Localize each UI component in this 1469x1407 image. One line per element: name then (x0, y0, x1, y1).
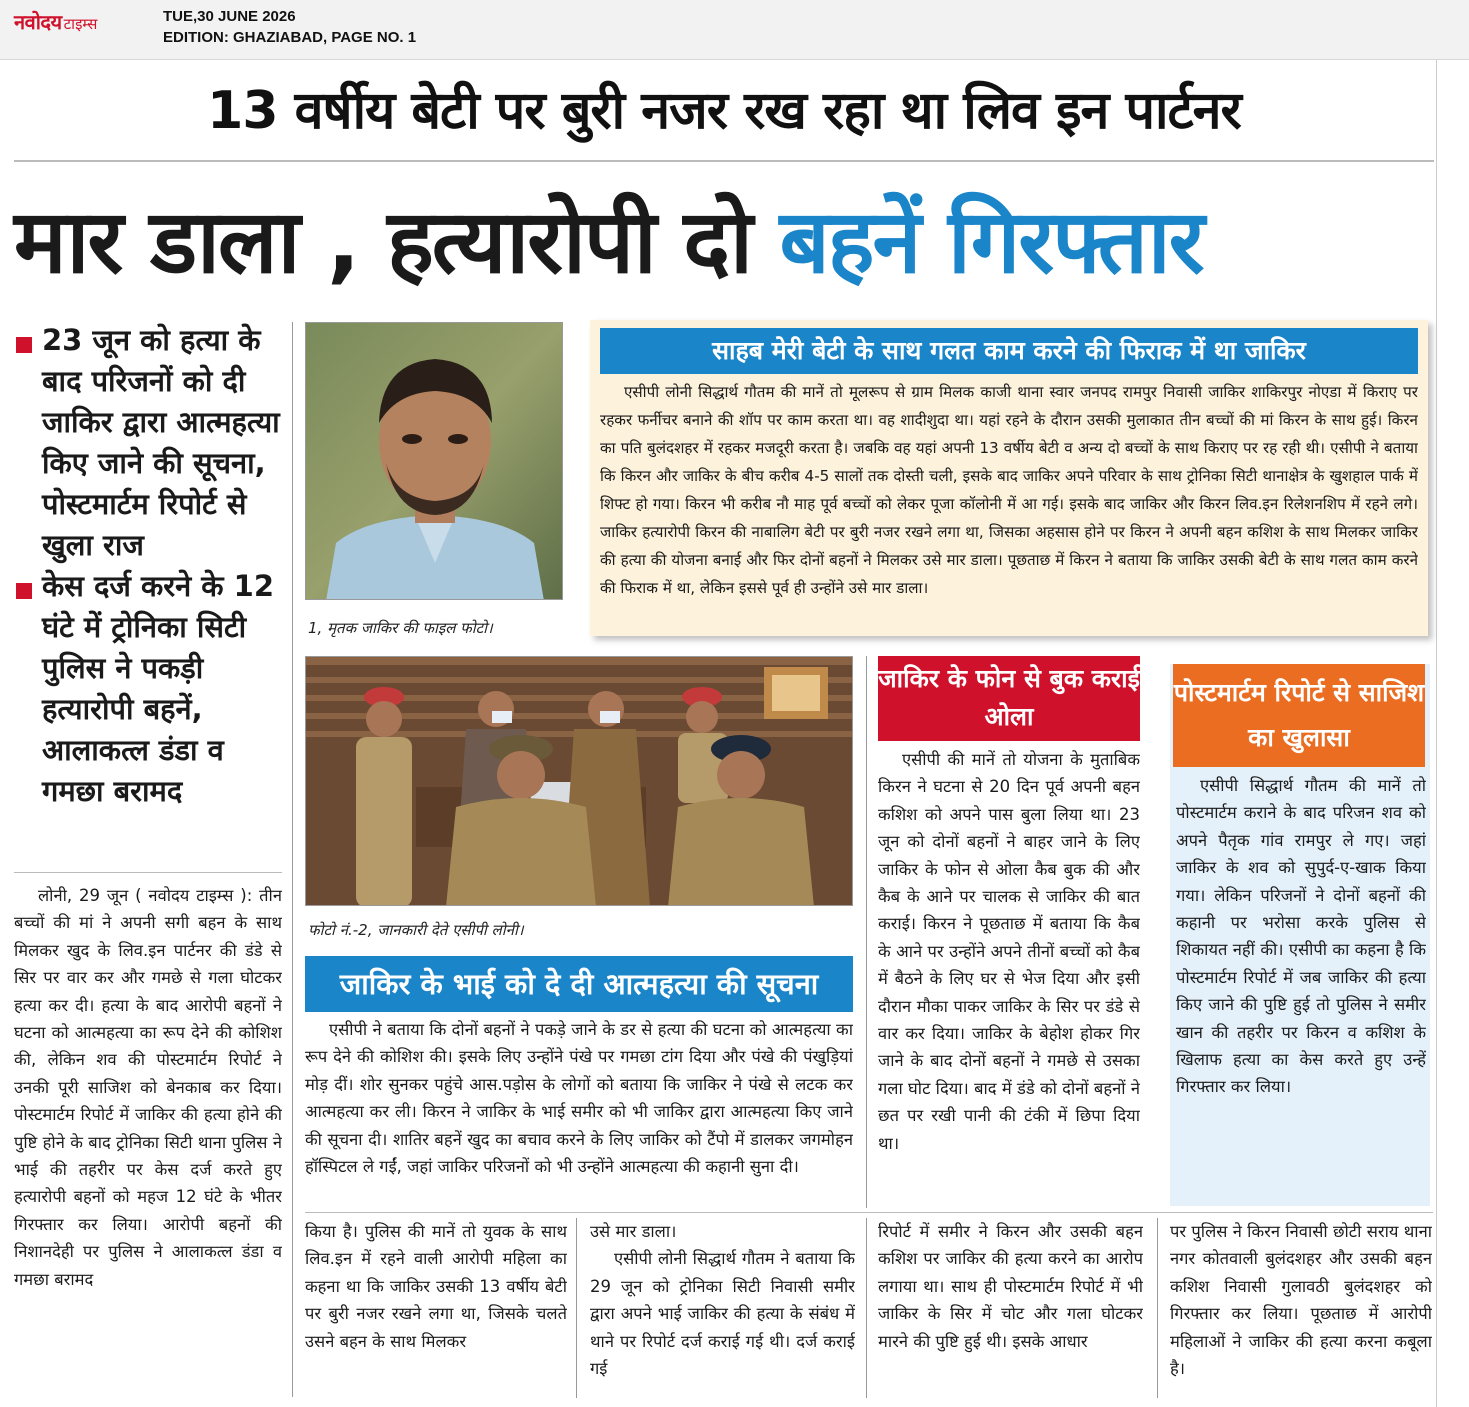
highlight-item (14, 320, 282, 566)
adjacent-page-edge (1436, 60, 1469, 1407)
column-divider (866, 1218, 867, 1398)
continuation-col5: पर पुलिस ने किरन निवासी छोटी सराय थाना नगर कोतवाली बुलंदशहर और उसकी बहन कशिश निवासी गुलावठी बुलंदशहर को गिरफ्तार कर लिया। पूछताछ में आरोपी महिलाओं ने जाकिर की हत्या करना कबूला है। (1170, 1222, 1432, 1379)
bullet-square-icon (16, 337, 32, 353)
headline-part1: मार डाला , हत्यारोपी दो (14, 190, 751, 293)
victim-portrait-image (306, 323, 563, 600)
divider (14, 872, 282, 873)
main-headline (14, 172, 1434, 312)
photo2-caption: फोटो नं.-2, जानकारी देते एसीपी लोनी। (308, 921, 524, 939)
sidebar-box-accusation (590, 320, 1428, 636)
column-divider (866, 656, 867, 1208)
edition-info (163, 6, 416, 48)
bullet-square-icon (16, 583, 32, 599)
sub4-heading: पोस्टमार्टम रिपोर्ट से साजिश का खुलासा (1173, 664, 1425, 767)
headline-part2: बहनें गिरफ्तार (779, 190, 1203, 293)
story-highlights (14, 320, 282, 865)
victim-file-photo (305, 322, 563, 600)
logo-main: नवोदय (14, 10, 62, 34)
kicker-headline: 13 वर्षीय बेटी पर बुरी नजर रख रहा था लिव इन पार्टनर (207, 81, 1241, 141)
sub3-text: एसीपी की मानें तो योजना के मुताबिक किरन ने घटना से 20 दिन पूर्व अपनी बहन कशिश को अपने पास बुला लिया था। 23 जून को दोनों बहनों ने बाहर जाने के लिए जाकिर के फोन से ओला कैब बुक की और कैब के आने पर चालक से जाकिर की बात कराई। किरन ने पूछताछ में बताया कि कैब के आने पर उन्होंने अपने तीनों बच्चों को कैब में बैठने के लिए घर से भेज दिया और इसी दौरान मौका पाकर जाकिर के सिर पर डंडे से वार कर दिया। जाकिर के बेहोश होकर गिर जाने के बाद दोनों बहनों ने गमछे से उसका गला घोट दिया। बाद में डंडे को दोनों बहनों ने छत पर रखी पानी की टंकी में छिपा दिया था। (878, 750, 1140, 1153)
highlight-text: 23 जून को हत्या के बाद परिजनों को दी जाकिर द्वारा आत्महत्या किए जाने की सूचना, पोस्टमार्टम रिपोर्ट से खुला राज (42, 323, 280, 562)
masthead (0, 0, 1469, 60)
highlight-text: केस दर्ज करने के 12 घंटे में ट्रोनिका सिटी पुलिस ने पकड़ी हत्यारोपी बहनें, आलाकत्ल डंडा व गमछा बरामद (42, 569, 275, 808)
continuation-col3 (590, 1218, 855, 1398)
sub2-heading: जाकिर के भाई को दे दी आत्महत्या की सूचना (305, 956, 853, 1012)
column-divider (576, 1218, 577, 1398)
edition-line: EDITION: GHAZIABAD, PAGE NO. 1 (163, 29, 417, 46)
sub4-text: एसीपी सिद्धार्थ गौतम की मानें तो पोस्टमार्टम कराने के बाद परिजन शव को अपने पैतृक गांव रामपुर ले गए। जहां जाकिर के शव को सुपुर्द-ए-खाक किया गया। लेकिन परिजनों ने दोनों बहनों की कहानी पर भरोसा करके पुलिस से शिकायत नहीं की। एसीपी का कहना है कि पोस्टमार्टम रिपोर्ट में जब जाकिर की हत्या किए जाने की पुष्टि हुई तो पुलिस ने समीर खान की तहरीर पर किरन व कशिश के खिलाफ हत्या का केस करते हुए उन्हें गिरफ्तार कर लिया। (1176, 776, 1426, 1097)
box1-heading: साहब मेरी बेटी के साथ गलत काम करने की फिराक में था जाकिर (600, 328, 1418, 374)
divider (14, 160, 1434, 162)
date-line: TUE,30 JUNE 2026 (163, 8, 296, 25)
box1-text: एसीपी लोनी सिद्धार्थ गौतम की मानें तो मूलरूप से ग्राम मिलक काजी थाना स्वार जनपद रामपुर निवासी जाकिर शाकिरपुर नोएडा में किराए पर रहकर फर्नीचर बनाने की शॉप पर काम करता था। वह शादीशुदा था। यहां रहने के दौरान उसकी मुलाकात तीन बच्चों की मां किरन के साथ हुई। किरन का पति बुलंदशहर में रहकर मजदूरी करता है। जबकि वह यहां अपनी 13 वर्षीय बेटी व अन्य दो बच्चों के साथ किराए पर रह रही थी। एसीपी ने बताया कि किरन और जाकिर के बीच करीब 4-5 सालों तक दोस्ती चली, इसके बाद जाकिर अपने परिवार के साथ ट्रोनिका सिटी थानाक्षेत्र के खुशहाल पार्क में शिफ्ट हो गया। किरन भी करीब नौ माह पूर्व बच्चों को लेकर पूजा कॉलोनी में आ गई। इसके बाद जाकिर और किरन लिव.इन रिलेशनशिप में रहने लगे। जाकिर हत्यारोपी किरन की नाबालिग बेटी पर बुरी नजर रखने लगा था, जिसका अहसास होने पर किरन ने अपनी बहन कशिश के साथ मिलकर जाकिर की हत्या की योजना बनाई और फिर दोनों बहनों ने मिलकर उसे मार डाला। पूछताछ में किरन ने बताया कि जाकिर उसकी बेटी के साथ गलत काम करने की फिराक में था, लेकिन इससे पूर्व ही उन्होंने उसे मार डाला। (600, 383, 1418, 597)
continuation-col3b: एसीपी लोनी सिद्धार्थ गौतम ने बताया कि 29 जून को ट्रोनिका सिटी निवासी समीर द्वारा अपने भाई जाकिर की हत्या के संबंध में थाने पर रिपोर्ट दर्ज कराई गई थी। दर्ज कराई गई (590, 1249, 855, 1379)
sub2-text: एसीपी ने बताया कि दोनों बहनों ने पकड़े जाने के डर से हत्या की घटना को आत्महत्या का रूप देने की कोशिश की। इसके लिए उन्होंने पंखे पर गमछा टांग दिया और पंखे की पंखुड़ियां मोड़ दीं। शोर सुनकर पहुंचे आस.पड़ोस के लोगों को बताया कि जाकिर ने पंखे से लटक कर आत्महत्या कर ली। किरन ने जाकिर के भाई समीर को भी जाकिर द्वारा आत्महत्या किए जाने की सूचना दी। शातिर बहनें खुद का बचाव करने के लिए जाकिर को टैंपो में डालकर जगमोहन हॉस्पिटल ले गईं, जहां जाकिर परिजनों को भी उन्होंने आत्महत्या की कहानी सुना दी। (305, 1020, 853, 1177)
divider (305, 1212, 1433, 1213)
police-press-photo (305, 656, 853, 906)
lead-story-text: लोनी, 29 जून ( नवोदय टाइम्स ): तीन बच्चों की मां ने अपनी सगी बहन के साथ मिलकर खुद के लिव.इन पार्टनर की डंडे से सिर पर वार कर और गमछे से गला घोटकर हत्या कर दी। हत्या के बाद आरोपी बहनों ने घटना को आत्महत्या का रूप देने की कोशिश की, लेकिन शव की पोस्टमार्टम रिपोर्ट ने उनकी पूरी साजिश को बेनकाब कर दिया। पोस्टमार्टम रिपोर्ट में जाकिर की हत्या होने की पुष्टि होने के बाद ट्रोनिका सिटी थाना पुलिस ने भाई की तहरीर पर केस दर्ज करते हुए हत्यारोपी बहनों को महज 12 घंटे के भीतर गिरफ्तार कर लिया। आरोपी बहनों की निशानदेही पर पुलिस ने आलाकत्ल डंडा व गमछा बरामद (14, 886, 282, 1289)
logo-sub: टाइम्स (63, 15, 98, 33)
column-divider (1157, 1218, 1158, 1398)
sub3-heading: जाकिर के फोन से बुक कराई ओला (878, 656, 1140, 741)
police-briefing-image (306, 657, 853, 906)
continuation-col2: किया है। पुलिस की मानें तो युवक के साथ लिव.इन में रहने वाली आरोपी महिला का कहना था कि जाकिर उसकी 13 वर्षीय बेटी पर बुरी नजर रखने लगा था, जिसके चलते उसने बहन के साथ मिलकर (305, 1222, 567, 1351)
continuation-col3a: उसे मार डाला। (590, 1222, 677, 1241)
continuation-col4: रिपोर्ट में समीर ने किरन और उसकी बहन कशिश पर जाकिर की हत्या करने का आरोप लगाया था। साथ ही पोस्टमार्टम रिपोर्ट में भी जाकिर के सिर में चोट और गला घोटकर मारने की पुष्टि हुई थी। इसके आधार (878, 1222, 1143, 1351)
column-divider (292, 322, 293, 1397)
highlight-item (14, 566, 282, 812)
photo1-caption: 1, मृतक जाकिर की फाइल फोटो। (308, 619, 493, 637)
newspaper-logo[interactable] (14, 8, 97, 36)
